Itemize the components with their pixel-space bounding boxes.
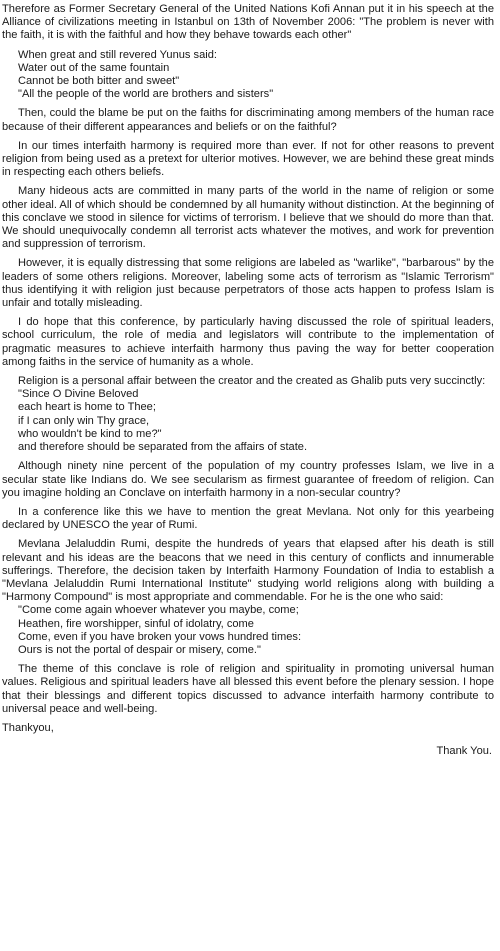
paragraph-blame: Then, could the blame be put on the faiths for discriminating among members of the human race because of their different appearances and beliefs or on the faithful? [2,107,494,133]
signoff: Thank You. [436,745,492,758]
ghalib-quote [18,388,494,454]
paragraph-theme: The theme of this conclave is role of religion and spirituality in promoting universal human values. Religious and spiritual leaders have all blessed this event before the plenary session. I hope that their blessings and different topics discussed to advance interfaith harmony contribute to universal peace and well-being. [2,663,494,715]
paragraph-mevlana: In a conference like this we have to mention the great Mevlana. Not only for this yearbeing declared by UNESCO the year of Rumi. [2,505,494,532]
rumi-line: Heathen, fire worshipper, sinful of idolatry, come [18,617,254,630]
yunus-quote [18,49,494,102]
closing-thanks: Thankyou, [2,721,54,734]
ghalib-line: each heart is home to Thee; [18,401,156,414]
ghalib-line: who wouldn't be kind to me?" [18,427,162,440]
paragraph-conference-hope: I do hope that this conference, by particularly having discussed the role of spiritual leaders, school curriculum, the role of media and legislators will contribute to the implementation of pragmatic measures to achieve interfaith harmony thus paving the way for better cooperation among faiths in the service of humanity as a whole. [2,316,494,368]
yunus-intro: When great and still revered Yunus said: [18,48,217,61]
rumi-quote [18,604,494,657]
rumi-line: Come, even if you have broken your vows hundred times: [18,630,302,643]
paragraph-labeling: However, it is equally distressing that some religions are labeled as "warlike", "barbarous" by the leaders of some others religions. Moreover, labeling some acts of terrorism as "Islamic Terrorism" thus identifying it with religion just because perpetrators of those acts happen to profess Islam is unfair and totally misleading. [2,257,494,310]
paragraph-terrorism: Many hideous acts are committed in many parts of the world in the name of religion or some other ideal. All of which should be condemned by all humanity without distinction. At the beginning of this conclave we stood in silence for victims of terrorism. I believe that we should do more than that. We should unequivocally condemn all terrorist acts whatever the motives, and work for prevention and suppression of terrorism. [2,185,494,251]
yunus-line: Cannot be both bitter and sweet" [18,75,180,88]
paragraph-interfaith-harmony: In our times interfaith harmony is required more than ever. If not for other reasons to prevent religion from being used as a pretext for ulterior motives. However, we are behind these great minds in respecting each others beliefs. [2,139,494,179]
paragraph-secular-state: Although ninety nine percent of the population of my country professes Islam, we live in a secular state like Indians do. We see secularism as firmest guarantee of freedom of religion. Can you imagine holding an Conclave on interfaith harmony in a non-secular country? [2,460,494,499]
rumi-line: Ours is not the portal of despair or misery, come." [18,643,261,656]
yunus-line: Water out of the same fountain [18,61,170,74]
paragraph-rumi: Mevlana Jelaluddin Rumi, despite the hundreds of years that elapsed after his death is still relevant and his ideas are the beacons that we need in this century of conflicts and innumerable sufferings. Therefore, the decision taken by Interfaith Harmony Foundation of India to establish a "Mevlana Jelaluddin Rumi International Institute" studying world religions along with building a "Harmony Compound" is most appropriate and commendable. For he is the one who said: [2,538,494,604]
ghalib-line: "Since O Divine Beloved [18,388,139,401]
ghalib-line: if I can only win Thy grace, [18,414,150,427]
yunus-line: "All the people of the world are brothers and sisters" [18,88,274,101]
ghalib-tail: and therefore should be separated from the affairs of state. [18,441,308,454]
paragraph-religion-personal: Religion is a personal affair between the creator and the created as Ghalib puts very succinctly: [18,375,486,388]
paragraph-annan-quote: Therefore as Former Secretary General of the United Nations Kofi Annan put it in his speech at the Alliance of civilizations meeting in Istanbul on 13th of November 2006: "The problem is never with the faith, it is with the faithful and how they behave towards each other" [2,3,494,42]
rumi-line: "Come come again whoever whatever you maybe, come; [18,604,299,617]
